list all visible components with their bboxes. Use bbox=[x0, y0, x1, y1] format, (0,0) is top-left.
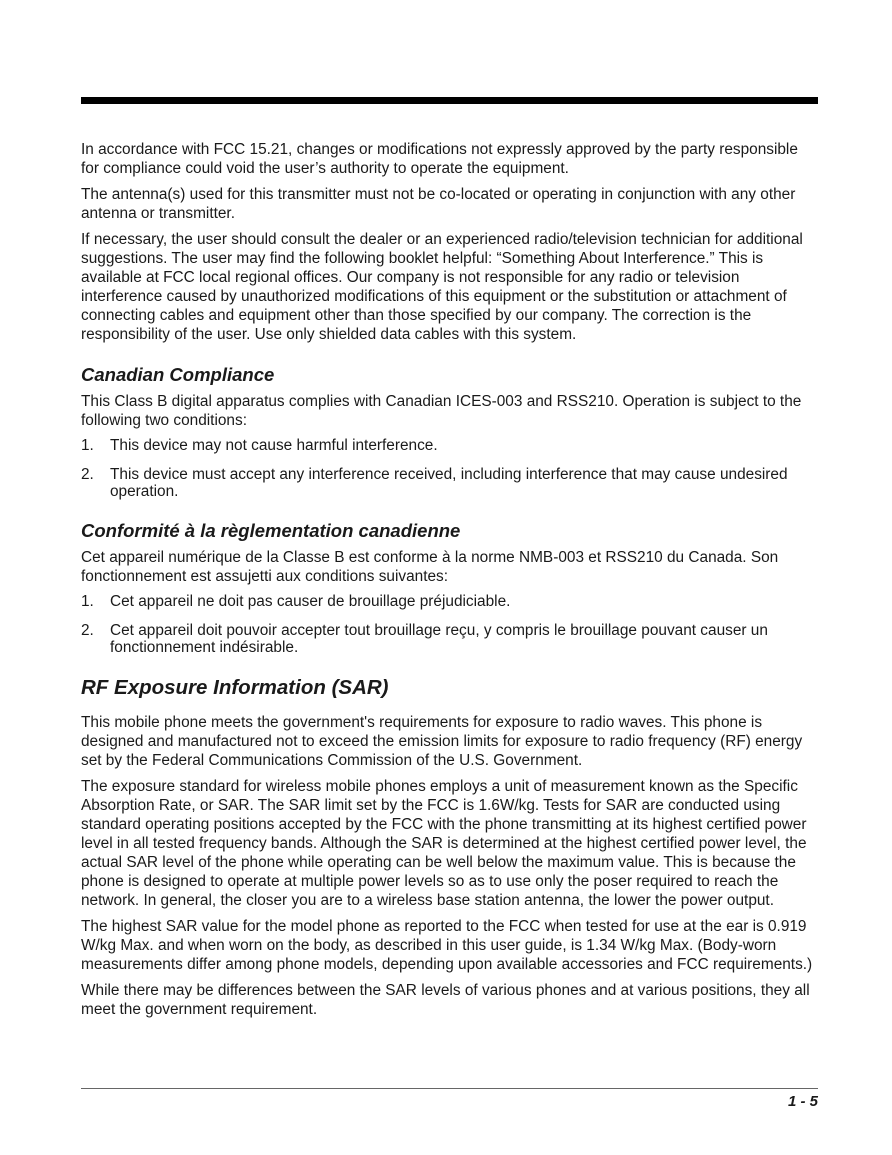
conformite-intro: Cet appareil numérique de la Classe B est conforme à la norme NMB-003 et RSS210 du Canada. Son fonctionnement est assujetti aux conditions suivantes: bbox=[81, 549, 779, 585]
footer-rule bbox=[81, 1088, 818, 1089]
intro-paragraph-3: If necessary, the user should consult the dealer or an experienced radio/television technician for additional suggestions. The user may find the following booklet helpful: “Something About Interference.” This is available at FCC local regional offices. Our company is not responsible for any radio or television interference caused by unauthorized modifications of this equipment or the substitution or attachment of connecting cables and equipment other than those specified by our company. The correction is the responsibility of the user. Use only shielded data cables with this system. bbox=[81, 231, 803, 343]
list-item bbox=[81, 622, 818, 656]
rf-paragraph-1: This mobile phone meets the government's requirements for exposure to radio waves. This phone is designed and manufactured not to exceed the emission limits for exposure to radio frequency (RF) energy set by the Federal Communications Commission of the U.S. Government. bbox=[81, 714, 803, 769]
list-item-text: Cet appareil ne doit pas causer de brouillage préjudiciable. bbox=[110, 593, 511, 610]
intro-paragraph-2: The antenna(s) used for this transmitter must not be co-located or operating in conjunction with any other antenna or transmitter. bbox=[81, 186, 796, 222]
conformite-conditions-list bbox=[81, 593, 818, 656]
list-item bbox=[81, 466, 818, 500]
canadian-intro: This Class B digital apparatus complies with Canadian ICES-003 and RSS210. Operation is subject to the following two conditions: bbox=[81, 393, 802, 429]
intro-paragraph-1: In accordance with FCC 15.21, changes or modifications not expressly approved by the party responsible for compliance could void the user’s authority to operate the equipment. bbox=[81, 141, 798, 177]
list-item bbox=[81, 593, 818, 610]
rf-paragraph-2: The exposure standard for wireless mobile phones employs a unit of measurement known as the Specific Absorption Rate, or SAR. The SAR limit set by the FCC is 1.6W/kg. Tests for SAR are conducted using standard operating positions accepted by the FCC with the phone transmitting at its highest certified power level in all tested frequency bands. Although the SAR is determined at the highest certified power level, the actual SAR level of the phone while operating can be well below the maximum value. This is because the phone is designed to operate at multiple power levels so as to use only the poser required to reach the network. In general, the closer you are to a wireless base station antenna, the lower the power output. bbox=[81, 778, 807, 909]
canadian-compliance-heading: Canadian Compliance bbox=[81, 364, 275, 385]
list-item-number: 1. bbox=[81, 437, 94, 454]
list-item-number: 2. bbox=[81, 466, 94, 483]
list-item bbox=[81, 437, 818, 454]
rf-paragraph-4: While there may be differences between the SAR levels of various phones and at various positions, they all meet the government requirement. bbox=[81, 982, 810, 1018]
page-content bbox=[81, 140, 818, 1026]
list-item-number: 2. bbox=[81, 622, 94, 639]
rf-exposure-heading: RF Exposure Information (SAR) bbox=[81, 676, 389, 699]
list-item-number: 1. bbox=[81, 593, 94, 610]
header-rule bbox=[81, 97, 818, 104]
canadian-conditions-list bbox=[81, 437, 818, 500]
list-item-text: Cet appareil doit pouvoir accepter tout brouillage reçu, y compris le brouillage pouvant causer un fonctionnement indésirable. bbox=[110, 622, 768, 656]
rf-paragraph-3: The highest SAR value for the model phone as reported to the FCC when tested for use at the ear is 0.919 W/kg Max. and when worn on the body, as described in this user guide, is 1.34 W/kg Max. (Body-worn measurements differ among phone models, depending upon available accessories and FCC requirements.) bbox=[81, 918, 813, 973]
list-item-text: This device may not cause harmful interference. bbox=[110, 437, 438, 454]
list-item-text: This device must accept any interference received, including interference that may cause undesired operation. bbox=[110, 466, 788, 500]
page-number: 1 - 5 bbox=[787, 1093, 818, 1110]
conformite-heading: Conformité à la règlementation canadienne bbox=[81, 520, 461, 541]
